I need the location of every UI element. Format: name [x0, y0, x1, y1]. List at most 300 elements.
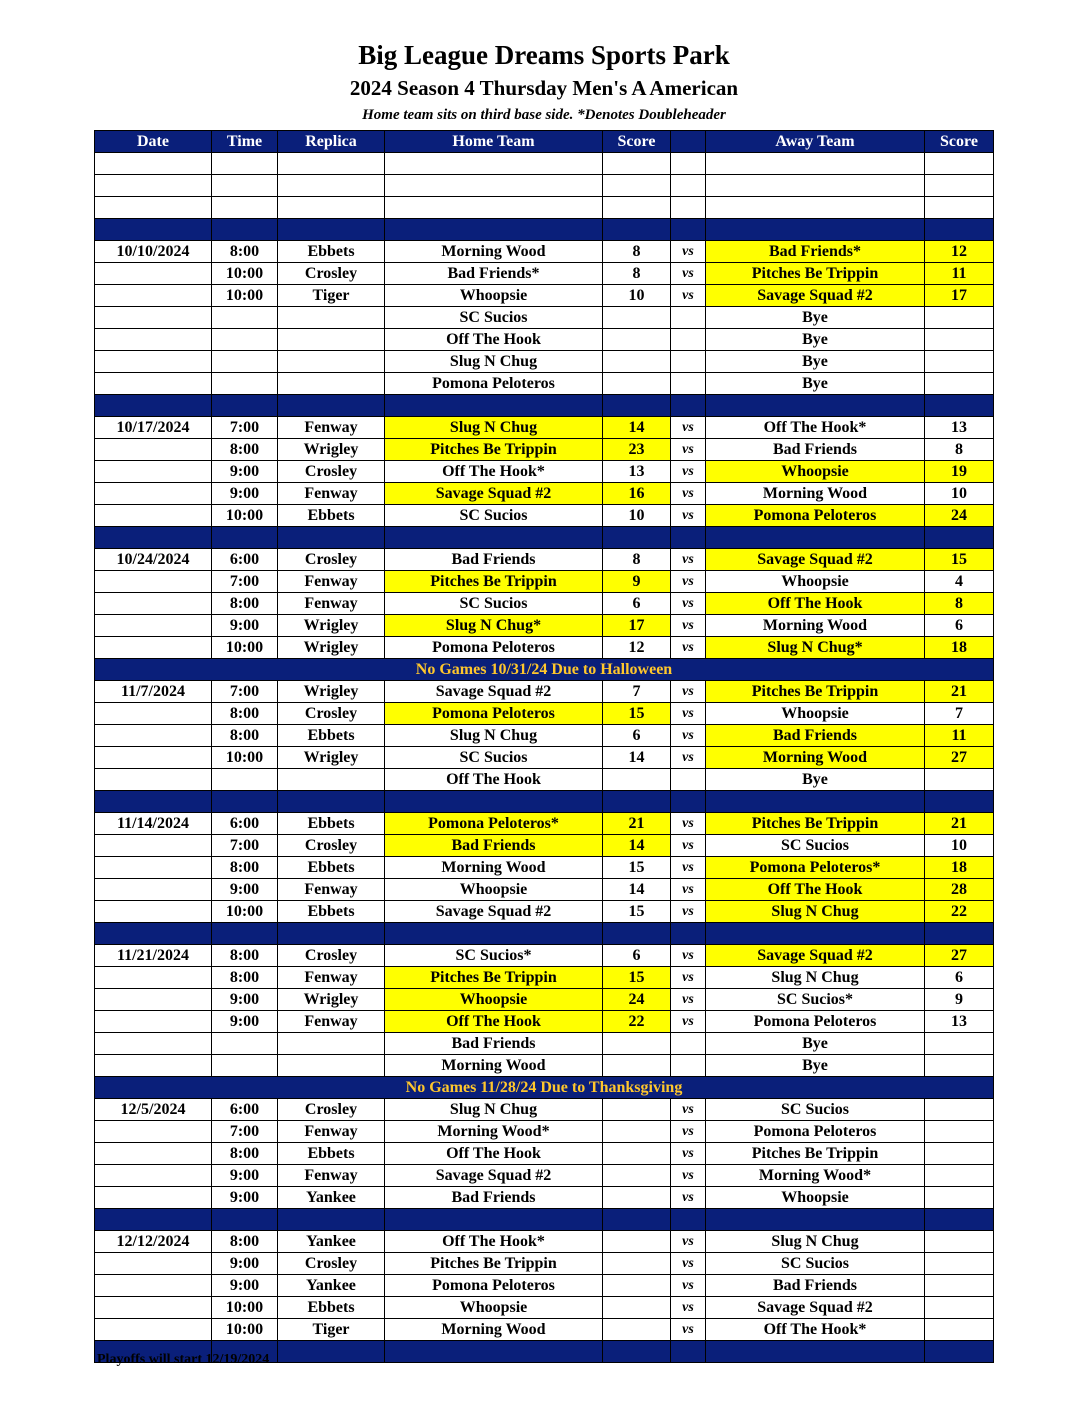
home-team: SC Sucios*	[385, 945, 603, 967]
away-team: Pomona Peloteros*	[706, 857, 925, 879]
vs-label: vs	[671, 615, 706, 637]
away-team: Slug N Chug*	[706, 637, 925, 659]
game-replica: Ebbets	[278, 505, 385, 527]
empty-cell	[278, 923, 385, 945]
vs-label: vs	[671, 1011, 706, 1033]
game-date	[95, 351, 212, 373]
vs-label	[671, 1033, 706, 1055]
game-row	[95, 1231, 994, 1253]
game-row	[95, 1319, 994, 1341]
game-date	[95, 1121, 212, 1143]
game-time: 7:00	[212, 681, 278, 703]
game-replica: Wrigley	[278, 681, 385, 703]
vs-label: vs	[671, 549, 706, 571]
game-replica: Fenway	[278, 1165, 385, 1187]
away-team: Savage Squad #2	[706, 549, 925, 571]
home-team: Off The Hook	[385, 1011, 603, 1033]
no-games-note-row	[95, 1077, 994, 1099]
game-row	[95, 945, 994, 967]
game-row	[95, 989, 994, 1011]
game-date	[95, 483, 212, 505]
home-team: Off The Hook*	[385, 461, 603, 483]
vs-label	[671, 1055, 706, 1077]
no-games-note-row	[95, 659, 994, 681]
away-team: Morning Wood*	[706, 1165, 925, 1187]
home-score: 14	[603, 835, 671, 857]
away-team: Off The Hook	[706, 593, 925, 615]
empty-cell	[95, 791, 212, 813]
away-team: Whoopsie	[706, 703, 925, 725]
home-team: Morning Wood	[385, 241, 603, 263]
away-team: SC Sucios	[706, 835, 925, 857]
game-replica	[278, 1055, 385, 1077]
vs-label: vs	[671, 945, 706, 967]
game-row	[95, 1033, 994, 1055]
away-score	[925, 329, 994, 351]
game-replica: Ebbets	[278, 241, 385, 263]
game-date	[95, 1297, 212, 1319]
empty-cell	[706, 791, 925, 813]
week-separator-row	[95, 1209, 994, 1231]
game-date: 11/7/2024	[95, 681, 212, 703]
week-separator-row	[95, 791, 994, 813]
game-time: 10:00	[212, 285, 278, 307]
away-score	[925, 1253, 994, 1275]
empty-cell	[278, 219, 385, 241]
game-time: 10:00	[212, 747, 278, 769]
game-replica: Fenway	[278, 967, 385, 989]
vs-label: vs	[671, 241, 706, 263]
vs-label: vs	[671, 1253, 706, 1275]
home-score: 8	[603, 549, 671, 571]
col-home-team: Home Team	[385, 131, 603, 153]
game-time: 10:00	[212, 1297, 278, 1319]
empty-cell	[212, 1209, 278, 1231]
empty-cell	[925, 175, 994, 197]
away-score	[925, 1055, 994, 1077]
home-score	[603, 329, 671, 351]
col-replica: Replica	[278, 131, 385, 153]
empty-cell	[925, 1209, 994, 1231]
game-replica: Ebbets	[278, 1143, 385, 1165]
game-time	[212, 1055, 278, 1077]
away-team: Savage Squad #2	[706, 285, 925, 307]
away-team: SC Sucios*	[706, 989, 925, 1011]
away-team: Bad Friends*	[706, 241, 925, 263]
game-date	[95, 637, 212, 659]
col-vs	[671, 131, 706, 153]
empty-cell	[385, 791, 603, 813]
away-score: 18	[925, 637, 994, 659]
game-row	[95, 417, 994, 439]
game-date	[95, 1275, 212, 1297]
game-date	[95, 725, 212, 747]
home-team: Pitches Be Trippin	[385, 1253, 603, 1275]
game-time: 8:00	[212, 967, 278, 989]
blank-row	[95, 197, 994, 219]
empty-cell	[278, 153, 385, 175]
game-row	[95, 1121, 994, 1143]
game-date: 12/12/2024	[95, 1231, 212, 1253]
away-score: 24	[925, 505, 994, 527]
empty-cell	[212, 395, 278, 417]
away-score: 11	[925, 725, 994, 747]
game-time: 7:00	[212, 1121, 278, 1143]
game-row	[95, 307, 994, 329]
game-replica: Wrigley	[278, 439, 385, 461]
empty-cell	[925, 395, 994, 417]
away-score: 28	[925, 879, 994, 901]
game-time: 9:00	[212, 461, 278, 483]
home-score: 23	[603, 439, 671, 461]
home-score: 6	[603, 593, 671, 615]
away-score	[925, 351, 994, 373]
away-score: 7	[925, 703, 994, 725]
game-time: 6:00	[212, 1099, 278, 1121]
game-date	[95, 989, 212, 1011]
home-team: Whoopsie	[385, 285, 603, 307]
game-date: 10/10/2024	[95, 241, 212, 263]
home-team: Off The Hook	[385, 329, 603, 351]
empty-cell	[385, 175, 603, 197]
home-score	[603, 1055, 671, 1077]
game-row	[95, 351, 994, 373]
game-row	[95, 857, 994, 879]
game-row	[95, 769, 994, 791]
empty-cell	[706, 395, 925, 417]
away-score: 9	[925, 989, 994, 1011]
empty-cell	[212, 175, 278, 197]
game-replica: Wrigley	[278, 989, 385, 1011]
vs-label: vs	[671, 505, 706, 527]
vs-label	[671, 329, 706, 351]
game-time	[212, 373, 278, 395]
vs-label: vs	[671, 263, 706, 285]
game-time: 8:00	[212, 439, 278, 461]
game-date	[95, 1033, 212, 1055]
home-team: Pitches Be Trippin	[385, 967, 603, 989]
empty-cell	[603, 1209, 671, 1231]
game-replica	[278, 307, 385, 329]
game-row	[95, 1187, 994, 1209]
home-score	[603, 1033, 671, 1055]
home-team: Bad Friends	[385, 1033, 603, 1055]
game-date	[95, 593, 212, 615]
game-time: 9:00	[212, 1253, 278, 1275]
game-row	[95, 461, 994, 483]
empty-cell	[278, 175, 385, 197]
game-time: 9:00	[212, 1011, 278, 1033]
away-team: Slug N Chug	[706, 901, 925, 923]
away-score: 22	[925, 901, 994, 923]
game-replica: Fenway	[278, 1121, 385, 1143]
game-row	[95, 571, 994, 593]
empty-cell	[925, 153, 994, 175]
game-time: 6:00	[212, 813, 278, 835]
vs-label: vs	[671, 857, 706, 879]
empty-cell	[212, 527, 278, 549]
empty-cell	[212, 197, 278, 219]
home-score: 6	[603, 945, 671, 967]
home-score: 15	[603, 703, 671, 725]
game-date	[95, 1055, 212, 1077]
away-team: Pomona Peloteros	[706, 1011, 925, 1033]
vs-label	[671, 769, 706, 791]
game-time: 10:00	[212, 901, 278, 923]
home-team: SC Sucios	[385, 307, 603, 329]
col-date: Date	[95, 131, 212, 153]
empty-cell	[95, 219, 212, 241]
empty-cell	[95, 175, 212, 197]
away-team: Bye	[706, 351, 925, 373]
away-team: Bye	[706, 329, 925, 351]
game-time	[212, 769, 278, 791]
schedule-body	[95, 153, 994, 1363]
game-date: 10/24/2024	[95, 549, 212, 571]
empty-cell	[95, 395, 212, 417]
home-team: Savage Squad #2	[385, 1165, 603, 1187]
home-team: Morning Wood	[385, 857, 603, 879]
vs-label: vs	[671, 901, 706, 923]
schedule-table	[94, 130, 994, 1363]
away-team: Bye	[706, 769, 925, 791]
game-time	[212, 329, 278, 351]
home-score	[603, 1253, 671, 1275]
vs-label: vs	[671, 1231, 706, 1253]
home-team: Whoopsie	[385, 879, 603, 901]
away-team: Pitches Be Trippin	[706, 263, 925, 285]
vs-label	[671, 373, 706, 395]
page-note: Home team sits on third base side. *Denotes Doubleheader	[362, 107, 726, 123]
game-row	[95, 329, 994, 351]
home-team: Off The Hook	[385, 769, 603, 791]
away-score	[925, 1297, 994, 1319]
away-score	[925, 769, 994, 791]
vs-label: vs	[671, 967, 706, 989]
away-team: Pitches Be Trippin	[706, 813, 925, 835]
empty-cell	[671, 791, 706, 813]
home-team: Slug N Chug	[385, 1099, 603, 1121]
home-team: Bad Friends	[385, 1187, 603, 1209]
home-score: 13	[603, 461, 671, 483]
empty-cell	[671, 219, 706, 241]
away-score: 13	[925, 417, 994, 439]
empty-cell	[671, 175, 706, 197]
empty-cell	[603, 395, 671, 417]
empty-cell	[212, 219, 278, 241]
away-score: 15	[925, 549, 994, 571]
empty-cell	[706, 197, 925, 219]
blank-row	[95, 153, 994, 175]
game-date	[95, 835, 212, 857]
empty-cell	[212, 923, 278, 945]
home-score: 12	[603, 637, 671, 659]
vs-label: vs	[671, 593, 706, 615]
game-row	[95, 439, 994, 461]
home-team: Savage Squad #2	[385, 483, 603, 505]
game-replica	[278, 1033, 385, 1055]
away-score: 27	[925, 945, 994, 967]
home-team: Slug N Chug*	[385, 615, 603, 637]
game-row	[95, 1275, 994, 1297]
away-score: 17	[925, 285, 994, 307]
col-home-score: Score	[603, 131, 671, 153]
home-team: Pomona Peloteros	[385, 373, 603, 395]
away-score: 21	[925, 813, 994, 835]
empty-cell	[671, 1341, 706, 1363]
game-replica: Wrigley	[278, 615, 385, 637]
game-time	[212, 307, 278, 329]
home-score	[603, 1275, 671, 1297]
home-team: SC Sucios	[385, 747, 603, 769]
col-time: Time	[212, 131, 278, 153]
home-score: 14	[603, 747, 671, 769]
empty-cell	[706, 219, 925, 241]
away-score	[925, 1121, 994, 1143]
game-date	[95, 1011, 212, 1033]
vs-label: vs	[671, 1165, 706, 1187]
home-team: Bad Friends*	[385, 263, 603, 285]
game-date: 11/21/2024	[95, 945, 212, 967]
game-replica: Crosley	[278, 945, 385, 967]
home-score	[603, 1297, 671, 1319]
vs-label: vs	[671, 571, 706, 593]
home-score	[603, 351, 671, 373]
game-date	[95, 1253, 212, 1275]
empty-cell	[212, 153, 278, 175]
game-replica: Fenway	[278, 879, 385, 901]
game-row	[95, 1143, 994, 1165]
home-score	[603, 769, 671, 791]
empty-cell	[706, 1341, 925, 1363]
away-score	[925, 1099, 994, 1121]
vs-label: vs	[671, 835, 706, 857]
game-date	[95, 285, 212, 307]
vs-label: vs	[671, 879, 706, 901]
empty-cell	[603, 1341, 671, 1363]
home-score: 15	[603, 967, 671, 989]
home-score: 15	[603, 901, 671, 923]
away-score	[925, 1187, 994, 1209]
home-score	[603, 1121, 671, 1143]
away-team: Pomona Peloteros	[706, 1121, 925, 1143]
game-date	[95, 461, 212, 483]
away-team: Whoopsie	[706, 571, 925, 593]
away-score: 13	[925, 1011, 994, 1033]
home-team: Morning Wood*	[385, 1121, 603, 1143]
game-replica: Crosley	[278, 1253, 385, 1275]
home-team: Pomona Peloteros	[385, 703, 603, 725]
home-score	[603, 1165, 671, 1187]
home-team: Bad Friends	[385, 835, 603, 857]
vs-label: vs	[671, 483, 706, 505]
empty-cell	[95, 153, 212, 175]
empty-cell	[603, 153, 671, 175]
empty-cell	[95, 1209, 212, 1231]
game-time: 9:00	[212, 1187, 278, 1209]
empty-cell	[385, 395, 603, 417]
home-score: 8	[603, 241, 671, 263]
game-replica: Fenway	[278, 571, 385, 593]
empty-cell	[603, 527, 671, 549]
home-score	[603, 373, 671, 395]
home-score: 15	[603, 857, 671, 879]
week-separator-row	[95, 527, 994, 549]
vs-label: vs	[671, 725, 706, 747]
empty-cell	[385, 1209, 603, 1231]
game-replica	[278, 329, 385, 351]
game-time: 7:00	[212, 571, 278, 593]
game-replica: Fenway	[278, 417, 385, 439]
game-replica: Yankee	[278, 1187, 385, 1209]
footer-note: Playoffs will start 12/19/2024	[97, 1352, 270, 1367]
vs-label: vs	[671, 1275, 706, 1297]
empty-cell	[385, 153, 603, 175]
home-team: Whoopsie	[385, 989, 603, 1011]
away-score: 6	[925, 967, 994, 989]
game-date	[95, 307, 212, 329]
away-score	[925, 307, 994, 329]
home-team: Pomona Peloteros	[385, 1275, 603, 1297]
game-date	[95, 1187, 212, 1209]
away-score: 19	[925, 461, 994, 483]
away-score: 4	[925, 571, 994, 593]
game-time: 9:00	[212, 989, 278, 1011]
empty-cell	[278, 197, 385, 219]
game-row	[95, 615, 994, 637]
away-score: 8	[925, 593, 994, 615]
game-date	[95, 329, 212, 351]
game-row	[95, 1297, 994, 1319]
game-date	[95, 769, 212, 791]
game-replica: Crosley	[278, 703, 385, 725]
game-time: 9:00	[212, 1275, 278, 1297]
empty-cell	[385, 197, 603, 219]
game-time: 6:00	[212, 549, 278, 571]
empty-cell	[385, 1341, 603, 1363]
empty-cell	[671, 527, 706, 549]
game-replica: Fenway	[278, 483, 385, 505]
home-team: Pomona Peloteros	[385, 637, 603, 659]
game-replica: Crosley	[278, 263, 385, 285]
away-score: 8	[925, 439, 994, 461]
home-team: Off The Hook	[385, 1143, 603, 1165]
game-row	[95, 879, 994, 901]
game-time: 8:00	[212, 703, 278, 725]
vs-label: vs	[671, 1319, 706, 1341]
vs-label	[671, 307, 706, 329]
empty-cell	[278, 791, 385, 813]
away-team: Slug N Chug	[706, 1231, 925, 1253]
empty-cell	[603, 197, 671, 219]
game-row	[95, 373, 994, 395]
game-date	[95, 1165, 212, 1187]
home-score: 21	[603, 813, 671, 835]
empty-cell	[603, 791, 671, 813]
game-time: 8:00	[212, 1143, 278, 1165]
game-row	[95, 263, 994, 285]
empty-cell	[95, 923, 212, 945]
empty-cell	[278, 1209, 385, 1231]
col-away-score: Score	[925, 131, 994, 153]
vs-label: vs	[671, 703, 706, 725]
game-row	[95, 549, 994, 571]
game-replica: Tiger	[278, 285, 385, 307]
game-replica: Crosley	[278, 549, 385, 571]
game-time: 7:00	[212, 835, 278, 857]
game-row	[95, 813, 994, 835]
game-date	[95, 901, 212, 923]
